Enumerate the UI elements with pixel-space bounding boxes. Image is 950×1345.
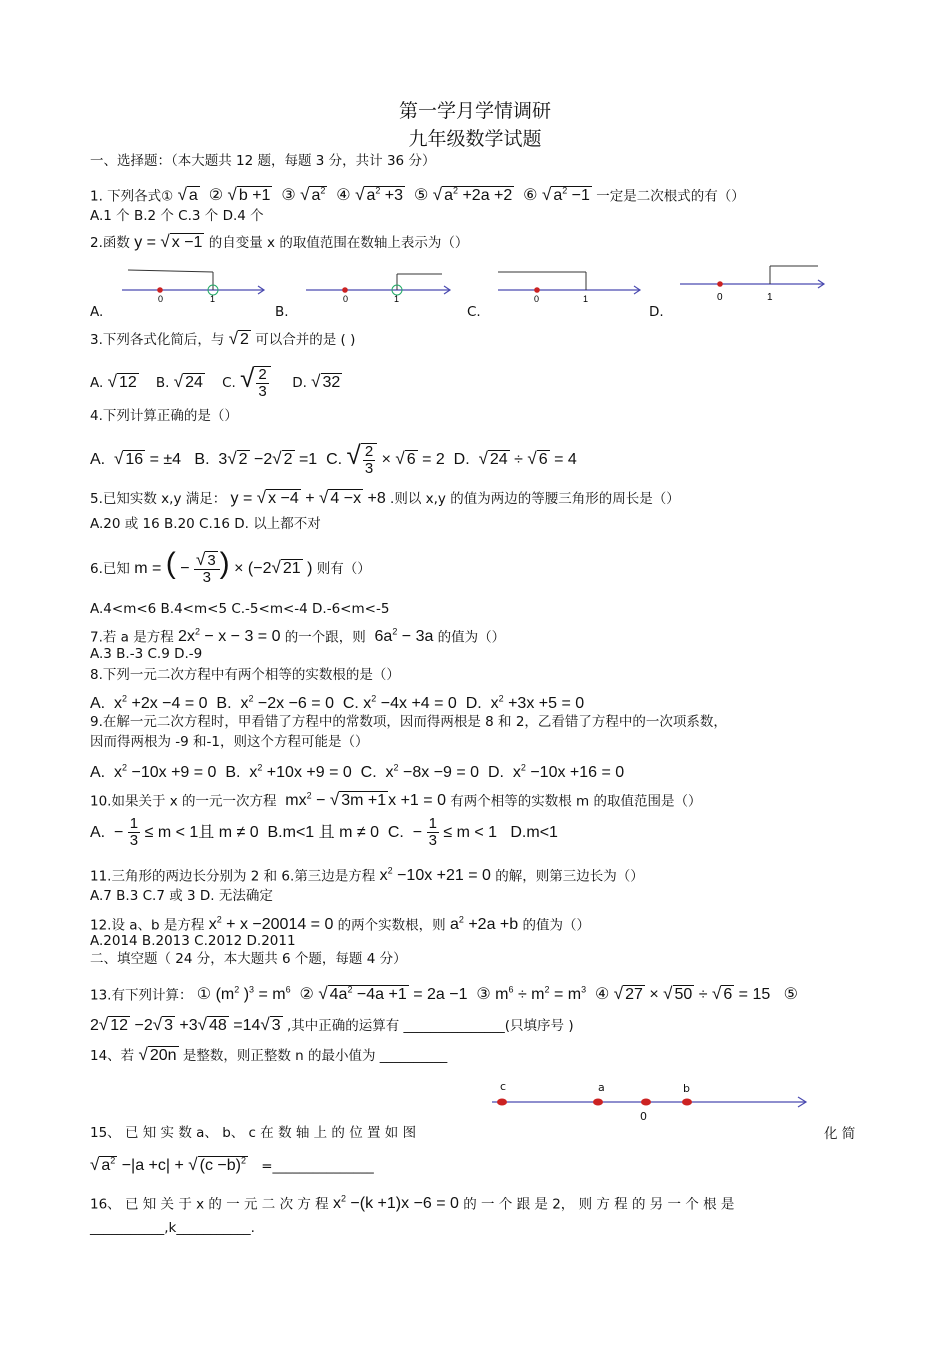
number-line-option-a bbox=[118, 266, 268, 306]
question-13-line-2: 2√ 12 −2√ 3 +3√ 48 =14√ 3 ,其中正确的运算有 _______________(只填序号 ) bbox=[90, 1015, 574, 1034]
svg-text:1: 1 bbox=[394, 294, 400, 304]
question-7: 7.若 a 是方程 $2x^2 - x - 3 = 0$ 的一个跟，则 $6a^2 - 3a$ 的值为（） bbox=[90, 627, 506, 646]
svg-text:1: 1 bbox=[210, 294, 216, 304]
number-line-abc bbox=[488, 1078, 813, 1126]
question-13: 13.有下列计算： ① ($m^2$ )$^3 = m^6$ ② √ $4a^2 -4a +1 = 2a -1$ ③ $m^6 \div m^2 = m^3$ ④ √ 27 × √ 50 ÷ √ 6 = 15 ⑤ bbox=[90, 984, 798, 1004]
option-b-label: B. bbox=[275, 304, 289, 320]
question-9-options: A. $x^2 -10x +9 = 0$ B. $x^2 +10x +9 = 0$ C. $x^2 -8x -9 = 0$ D. $x^2 -10x +16 = 0$ bbox=[90, 763, 625, 782]
option-a-label: A. bbox=[90, 304, 104, 320]
exam-title: 第一学月学情调研 bbox=[398, 100, 551, 122]
question-16-line-2: ___________,k___________. bbox=[90, 1220, 255, 1236]
question-5-options: A.20 或 16 B.20 C.16 D. 以上都不对 bbox=[90, 516, 321, 532]
question-6-options: A.4<m<6 B.4<m<5 C.-5<m<-4 D.-6<m<-5 bbox=[90, 601, 390, 617]
question-1: 1. 下列各式① √ a ② √ b +1 ③ √ $a^2$ ④ √ $a^2 +3$ ⑤ √ $a^2 +2a +2$ ⑥ √ $a^2 -1$ 一定是二次根式的有（） bbox=[90, 185, 745, 205]
question-14: 14、若 √ 20n 是整数，则正整数 n 的最小值为 __________ bbox=[90, 1045, 448, 1064]
number-line-option-d bbox=[676, 262, 828, 304]
option-d-label: D. bbox=[649, 304, 664, 320]
question-10-options: A. − $\frac{1}{3}$ ≤ m < 1且 m ≠ 0 B.m<1 且 m ≠ 0 C. − $\frac{1}{3}$ ≤ m < 1 D.m<1 bbox=[90, 815, 558, 850]
question-15-expression: √ $a^2 -|a +c|$ + √ $(c -b)^2$ =_______________ bbox=[90, 1155, 374, 1175]
question-8: 8.下列一元二次方程中有两个相等的实数根的是（） bbox=[90, 667, 400, 683]
point-a-label: a bbox=[598, 1081, 605, 1094]
question-3-options: A. √ 12 B. √ 24 C. √ $\frac{2}{3}$ D. √ 32 bbox=[90, 363, 341, 400]
section-fill-heading: 二、填空题（ 24 分，本大题共 6 个题，每题 4 分） bbox=[90, 951, 407, 967]
svg-text:1: 1 bbox=[583, 294, 589, 304]
point-zero-label: 0 bbox=[640, 1110, 647, 1123]
question-5: 5.已知实数 x,y 满足： y = √ x −4 + √ 4 −x +8 .则以 x,y 的值为两边的等腰三角形的周长是（） bbox=[90, 488, 680, 507]
option-c-label: C. bbox=[467, 304, 481, 320]
svg-text:0: 0 bbox=[343, 294, 349, 304]
question-12: 12.设 a、b 是方程 $x^2 + x -20014 = 0$ 的两个实数根，则 $a^2 +2a +b$ 的值为（） bbox=[90, 915, 590, 934]
question-4-options: A. √ 16 = ±4 B. 3√ 2 −2√ 2 =1 C. √ $\frac{2}{3}$ × √ 6 = 2 D. √ 24 ÷ √ 6 = 4 bbox=[90, 440, 577, 477]
section-choice-heading: 一、选择题：（本大题共 12 题，每题 3 分，共计 36 分） bbox=[90, 153, 436, 169]
point-b-label: b bbox=[683, 1082, 690, 1095]
number-line-option-b bbox=[302, 266, 454, 306]
question-15-simplify: 化 简 bbox=[824, 1126, 856, 1142]
exam-subtitle: 九年级数学试题 bbox=[408, 128, 542, 150]
question-9: 9.在解一元二次方程时，甲看错了方程中的常数项，因而得两根是 8 和 2，乙看错了方程中的一次项系数， bbox=[90, 714, 727, 730]
question-3: 3.下列各式化简后，与 √ 2 可以合并的是 ( ) bbox=[90, 329, 356, 348]
number-line-option-c bbox=[494, 266, 644, 306]
question-9-line-2: 因而得两根为 -9 和-1，则这个方程可能是（） bbox=[90, 734, 369, 750]
point-c-label: c bbox=[500, 1080, 507, 1093]
question-6: 6.已知 m = ( − $\frac{√ 3}{3}$ ) × (−2√ 21 ) 则有（） bbox=[90, 547, 371, 586]
question-15: 15、 已 知 实 数 a、 b、 c 在 数 轴 上 的 位 置 如 图 bbox=[90, 1125, 417, 1141]
question-4: 4.下列计算正确的是（） bbox=[90, 408, 238, 424]
svg-text:0: 0 bbox=[158, 294, 164, 304]
svg-text:1: 1 bbox=[767, 292, 773, 303]
question-11: 11.三角形的两边长分别为 2 和 6.第三边是方程 $x^2 -10x +21 = 0$ 的解，则第三边长为（） bbox=[90, 866, 644, 885]
question-8-options: A. $x^2 +2x -4 = 0$ B. $x^2 -2x -6 = 0$ C. $x^2 -4x +4 = 0$ D. $x^2 +3x +5 = 0$ bbox=[90, 694, 585, 713]
question-11-options: A.7 B.3 C.7 或 3 D. 无法确定 bbox=[90, 888, 273, 904]
question-1-options: A.1 个 B.2 个 C.3 个 D.4 个 bbox=[90, 208, 264, 224]
question-2: 2.函数 y = √ x −1 的自变量 x 的取值范围在数轴上表示为（） bbox=[90, 232, 469, 251]
question-10: 10.如果关于 x 的一元一次方程 $mx^2$ − √ 3m +1 x +1 = 0 有两个相等的实数根 m 的取值范围是（） bbox=[90, 790, 702, 810]
svg-text:0: 0 bbox=[534, 294, 540, 304]
question-16: 16、 已 知 关 于 x 的 一 元 二 次 方 程 $x^2 -(k +1)x -6 = 0$ 的 一 个 跟 是 2， 则 方 程 的 另 一 个 根 是 bbox=[90, 1194, 735, 1213]
svg-text:0: 0 bbox=[717, 292, 723, 303]
question-7-options: A.3 B.-3 C.9 D.-9 bbox=[90, 646, 203, 662]
question-12-options: A.2014 B.2013 C.2012 D.2011 bbox=[90, 933, 296, 949]
